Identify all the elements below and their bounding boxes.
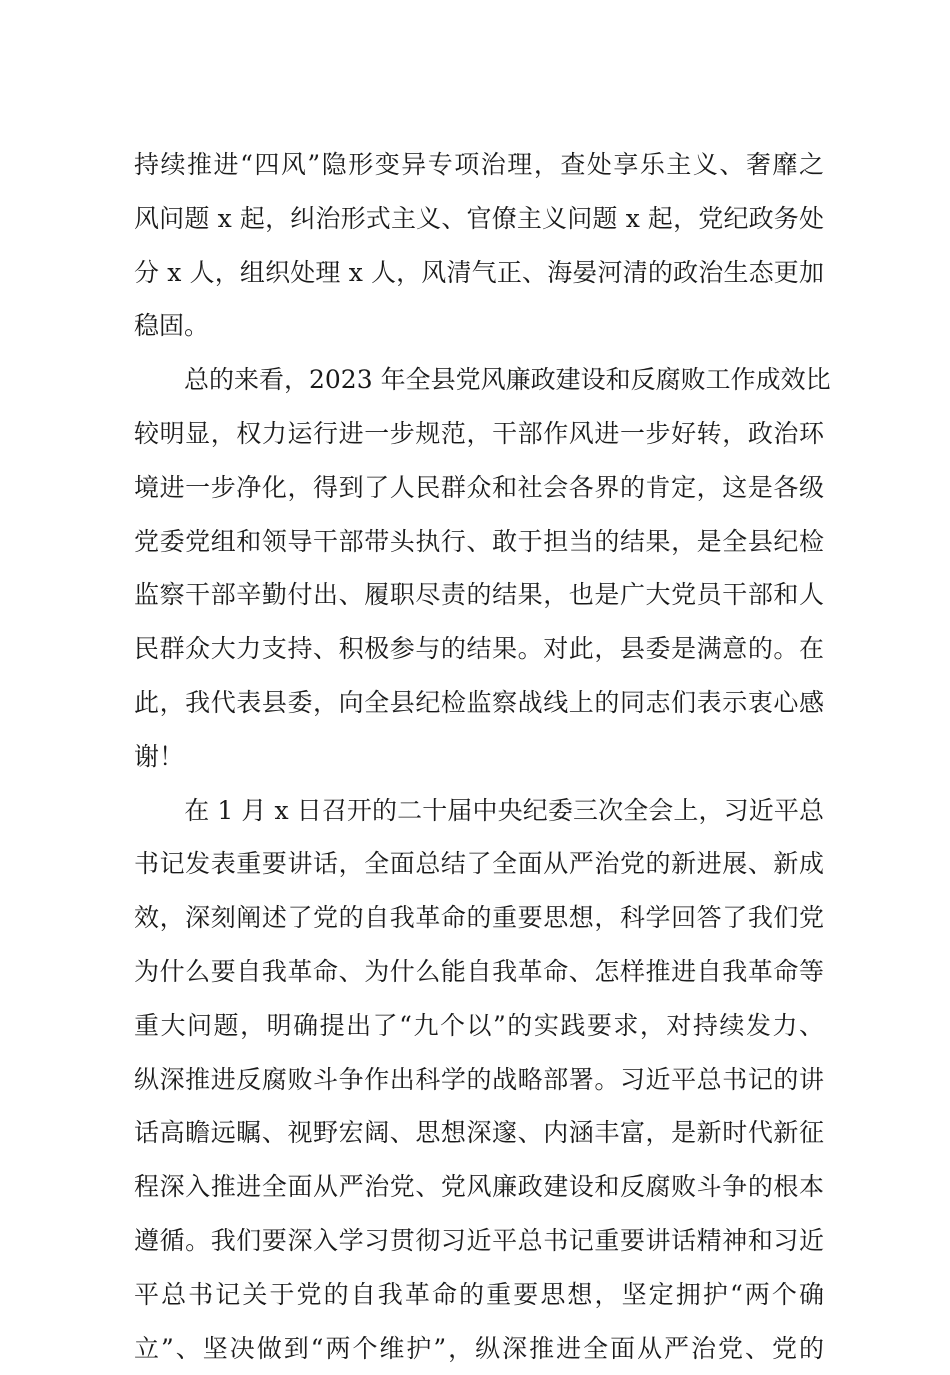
text-line: 程深入推进全面从严治党、党风廉政建设和反腐败斗争的根本: [134, 1172, 824, 1202]
paragraph-2: [134, 353, 831, 783]
body-text: [134, 138, 831, 1375]
text-line: 遵循。我们要深入学习贯彻习近平总书记重要讲话精神和习近: [134, 1225, 824, 1255]
text-line: 风问题 x 起，纠治形式主义、官僚主义问题 x 起，党纪政务处: [134, 203, 824, 233]
text-line: 党委党组和领导干部带头执行、敢于担当的结果，是全县纪检: [134, 526, 824, 556]
text-line: 分 x 人，组织处理 x 人，风清气正、海晏河清的政治生态更加: [134, 257, 824, 287]
text-line: 总的来看，2023 年全县党风廉政建设和反腐败工作成效比: [134, 365, 831, 395]
text-line: 效，深刻阐述了党的自我革命的重要思想，科学回答了我们党: [134, 903, 824, 933]
text-line: 持续推进“四风”隐形变异专项治理，查处享乐主义、奢靡之: [134, 150, 824, 179]
text-line: 民群众大力支持、积极参与的结果。对此，县委是满意的。在: [134, 634, 824, 664]
text-line: 重大问题，明确提出了“九个以”的实践要求，对持续发力、: [134, 1010, 824, 1040]
text-line: 为什么要自我革命、为什么能自我革命、怎样推进自我革命等: [134, 956, 824, 986]
text-line: 立”、坚决做到“两个维护”，纵深推进全面从严治党、党的: [134, 1333, 824, 1363]
text-line: 监察干部辛勤付出、履职尽责的结果，也是广大党员干部和人: [134, 580, 824, 610]
text-line: 话高瞻远瞩、视野宏阔、思想深邃、内涵丰富，是新时代新征: [134, 1118, 824, 1148]
text-line: 境进一步净化，得到了人民群众和社会各界的肯定，这是各级: [134, 472, 824, 502]
text-line: 较明显，权力运行进一步规范，干部作风进一步好转，政治环: [134, 418, 824, 448]
text-line: 在 1 月 x 日召开的二十届中央纪委三次全会上，习近平总: [134, 795, 824, 825]
text-line: 平总书记关于党的自我革命的重要思想，坚定拥护“两个确: [134, 1279, 824, 1309]
paragraph-1: [134, 138, 824, 353]
paragraph-3: [134, 784, 824, 1375]
text-line: 此，我代表县委，向全县纪检监察战线上的同志们表示衷心感: [134, 687, 824, 717]
text-line: 纵深推进反腐败斗争作出科学的战略部署。习近平总书记的讲: [134, 1064, 824, 1094]
text-line: 书记发表重要讲话，全面总结了全面从严治党的新进展、新成: [134, 849, 824, 879]
text-line: 谢！: [134, 741, 185, 771]
text-line: 稳固。: [134, 311, 210, 341]
